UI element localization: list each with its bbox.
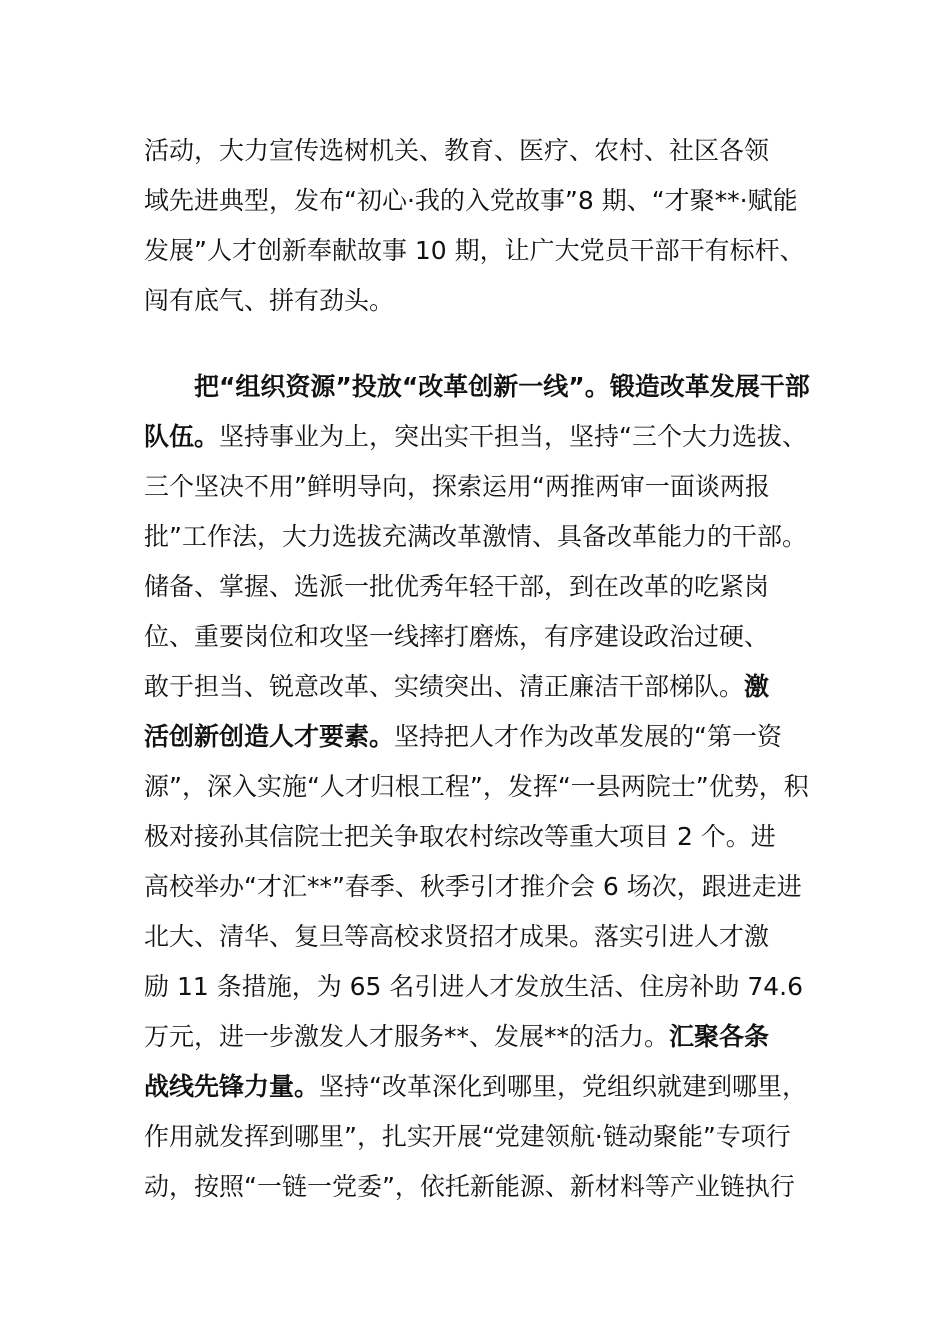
paragraph-line: 发展”人才创新奉献故事 10 期，让广大党员干部干有标杆、 xyxy=(144,236,805,265)
paragraph-line: 活动，大力宣传选树机关、教育、医疗、农村、社区各领 xyxy=(144,136,770,165)
paragraph-line: 域先进典型，发布“初心·我的入党故事”8 期、“才聚**·赋能 xyxy=(144,186,798,215)
paragraph-line: 励 11 条措施，为 65 名引进人才发放生活、住房补助 74.6 xyxy=(144,972,804,1001)
line-text: 坚持把人才作为改革发展的“第一资 xyxy=(394,722,782,751)
paragraph-line: 动，按照“一链一党委”，依托新能源、新材料等产业链执行 xyxy=(144,1172,795,1201)
bold-lead: 活创新创造人才要素。 xyxy=(144,722,395,751)
section-heading: 把“组织资源”投放“改革创新一线”。锻造改革发展干部 xyxy=(194,372,810,401)
paragraph-line: 三个坚决不用”鲜明导向，探索运用“两推两审一面谈两报 xyxy=(144,472,770,501)
paragraph-line: 批”工作法，大力选拔充满改革激情、具备改革能力的干部。 xyxy=(144,522,807,551)
paragraph-line: 北大、清华、复旦等高校求贤招才成果。落实引进人才激 xyxy=(144,922,770,951)
paragraph-line: 源”，深入实施“人才归根工程”，发挥“一县两院士”优势，积 xyxy=(144,772,809,801)
line-text: 坚持“改革深化到哪里，党组织就建到哪里， xyxy=(319,1072,807,1101)
paragraph-line xyxy=(144,720,824,754)
paragraph-line: 闯有底气、拼有劲头。 xyxy=(144,286,395,315)
paragraph-line: 位、重要岗位和攻坚一线摔打磨炼，有序建设政治过硬、 xyxy=(144,622,770,651)
line-text: 坚持事业为上，突出实干担当，坚持“三个大力选拔、 xyxy=(219,422,807,451)
paragraph-line xyxy=(144,1020,824,1054)
bold-lead: 队伍。 xyxy=(144,422,220,451)
paragraph-line xyxy=(144,420,824,454)
bold-lead: 汇聚各条 xyxy=(669,1022,770,1051)
bold-lead: 激 xyxy=(744,672,770,701)
paragraph-line: 极对接孙其信院士把关争取农村综改等重大项目 2 个。进 xyxy=(144,822,776,851)
paragraph-line xyxy=(144,1070,824,1104)
paragraph-line: 高校举办“才汇**”春季、秋季引才推介会 6 场次，跟进走进 xyxy=(144,872,802,901)
paragraph-line: 作用就发挥到哪里”，扎实开展“党建领航·链动聚能”专项行 xyxy=(144,1122,791,1151)
paragraph-line xyxy=(144,670,824,704)
line-text: 敢于担当、锐意改革、实绩突出、清正廉洁干部梯队。 xyxy=(144,672,745,701)
line-text: 万元，进一步激发人才服务**、发展**的活力。 xyxy=(144,1022,670,1051)
bold-lead: 战线先锋力量。 xyxy=(144,1072,320,1101)
paragraph-line: 储备、掌握、选派一批优秀年轻干部，到在改革的吃紧岗 xyxy=(144,572,770,601)
